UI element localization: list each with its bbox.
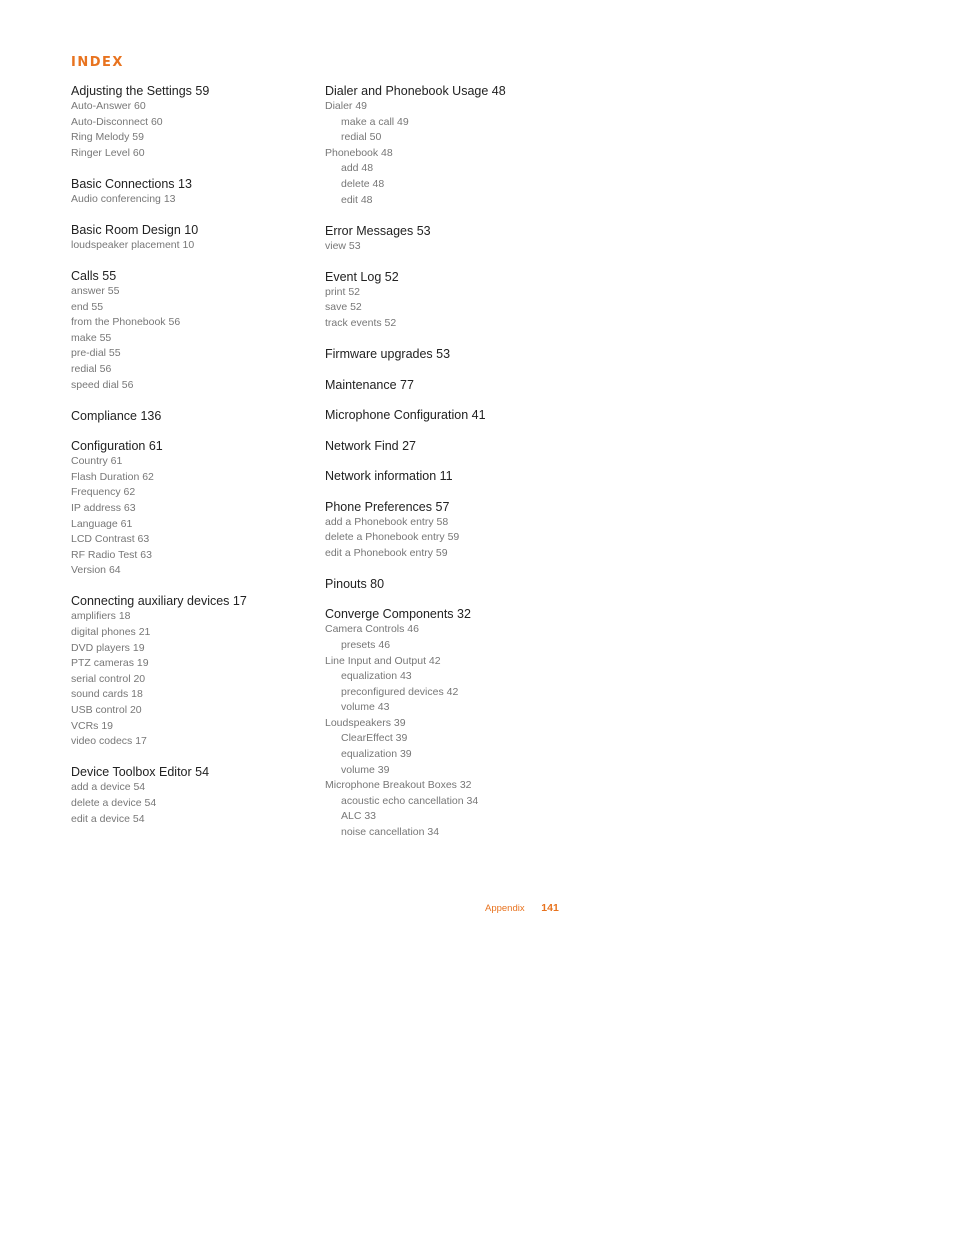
index-heading: Device Toolbox Editor 54 xyxy=(71,765,210,780)
index-heading: Calls 55 xyxy=(71,269,117,284)
index-subentry: ClearEffect 39 xyxy=(341,732,408,745)
index-subentry: DVD players 19 xyxy=(71,641,145,654)
index-subentry: Frequency 62 xyxy=(71,486,136,499)
index-subentry: add a device 54 xyxy=(71,781,146,794)
index-subentry: add a Phonebook entry 58 xyxy=(325,515,449,528)
index-heading: Connecting auxiliary devices 17 xyxy=(71,594,247,609)
footer-section-label: Appendix xyxy=(485,903,525,914)
index-entry xyxy=(325,269,585,332)
index-subentry: Ringer Level 60 xyxy=(71,146,145,159)
index-entry xyxy=(325,377,585,393)
index-subentry: from the Phonebook 56 xyxy=(71,316,181,329)
index-subentry: equalization 39 xyxy=(341,748,412,761)
index-column-right xyxy=(325,83,585,855)
index-subentry: redial 50 xyxy=(341,131,382,144)
index-entry xyxy=(71,222,311,254)
index-entry xyxy=(325,468,585,484)
index-subentry: edit a Phonebook entry 59 xyxy=(325,546,448,559)
index-entry xyxy=(325,407,585,423)
index-entry xyxy=(71,593,311,749)
index-subentry: pre-dial 55 xyxy=(71,347,121,360)
index-subentry: add 48 xyxy=(341,162,374,175)
index-column-left xyxy=(71,83,311,842)
index-entry xyxy=(325,499,585,562)
index-subentry: loudspeaker placement 10 xyxy=(71,238,195,251)
index-subentry: Auto-Disconnect 60 xyxy=(71,115,163,128)
index-subentry: track events 52 xyxy=(325,316,397,329)
index-subentry: save 52 xyxy=(325,301,362,314)
index-entry xyxy=(325,223,585,255)
index-subentry: digital phones 21 xyxy=(71,626,151,639)
index-subentry: delete a Phonebook entry 59 xyxy=(325,531,460,544)
index-entry xyxy=(325,576,585,592)
page-footer xyxy=(485,902,559,914)
index-subentry: Microphone Breakout Boxes 32 xyxy=(325,779,472,792)
index-subentry: Audio conferencing 13 xyxy=(71,192,176,205)
index-subentry: make a call 49 xyxy=(341,115,409,128)
index-heading: Network Find 27 xyxy=(325,438,417,453)
index-heading: Configuration 61 xyxy=(71,439,163,454)
index-subentry: VCRs 19 xyxy=(71,719,114,732)
index-entry xyxy=(71,83,311,161)
index-subentry: noise cancellation 34 xyxy=(341,826,440,839)
index-subentry: redial 56 xyxy=(71,363,112,376)
index-subentry: acoustic echo cancellation 34 xyxy=(341,794,479,807)
index-subentry: answer 55 xyxy=(71,285,120,298)
index-entry xyxy=(71,438,311,579)
index-subentry: serial control 20 xyxy=(71,672,146,685)
index-heading: Event Log 52 xyxy=(325,269,399,284)
index-subentry: make 55 xyxy=(71,331,112,344)
index-heading: Basic Connections 13 xyxy=(71,176,192,191)
index-entry xyxy=(71,176,311,208)
index-heading: Compliance 136 xyxy=(71,408,162,423)
index-heading: Converge Components 32 xyxy=(325,607,471,622)
index-subentry: edit a device 54 xyxy=(71,812,145,825)
index-subentry: Language 61 xyxy=(71,517,133,530)
index-subentry: Phonebook 48 xyxy=(325,146,393,159)
index-heading: Error Messages 53 xyxy=(325,223,431,238)
index-subentry: RF Radio Test 63 xyxy=(71,548,152,561)
index-heading: Adjusting the Settings 59 xyxy=(71,84,210,98)
index-subentry: Country 61 xyxy=(71,455,123,468)
index-heading: Maintenance 77 xyxy=(325,377,414,392)
index-subentry: Camera Controls 46 xyxy=(325,623,419,636)
index-subentry: presets 46 xyxy=(341,638,391,651)
index-entry xyxy=(71,408,311,424)
index-subentry: Line Input and Output 42 xyxy=(325,654,441,667)
index-subentry: ALC 33 xyxy=(341,810,377,823)
index-subentry: edit 48 xyxy=(341,193,373,206)
index-subentry: volume 39 xyxy=(341,763,390,776)
index-subentry: USB control 20 xyxy=(71,704,142,717)
index-entry xyxy=(325,346,585,362)
index-subentry: Dialer 49 xyxy=(325,100,368,112)
index-heading: Phone Preferences 57 xyxy=(325,499,450,514)
index-heading: Network information 11 xyxy=(325,469,453,484)
index-subentry: view 53 xyxy=(325,239,361,252)
index-subentry: delete a device 54 xyxy=(71,796,157,809)
index-entry xyxy=(325,438,585,454)
index-subentry: Ring Melody 59 xyxy=(71,131,144,144)
index-subentry: Auto-Answer 60 xyxy=(71,100,146,112)
index-subentry: IP address 63 xyxy=(71,502,136,514)
index-heading: Microphone Configuration 41 xyxy=(325,408,486,423)
index-subentry: Version 64 xyxy=(71,564,121,577)
index-subentry: equalization 43 xyxy=(341,670,412,683)
index-heading: Firmware upgrades 53 xyxy=(325,347,451,362)
index-heading: Dialer and Phonebook Usage 48 xyxy=(325,84,506,98)
index-subentry: amplifiers 18 xyxy=(71,610,131,623)
index-subentry: LCD Contrast 63 xyxy=(71,533,150,546)
page-number: 141 xyxy=(541,902,559,914)
index-subentry: end 55 xyxy=(71,300,104,313)
index-heading: Pinouts 80 xyxy=(325,576,385,591)
index-entry xyxy=(71,764,311,827)
index-subentry: speed dial 56 xyxy=(71,378,134,391)
index-subentry: Loudspeakers 39 xyxy=(325,716,406,729)
index-entry xyxy=(325,606,585,840)
index-subentry: volume 43 xyxy=(341,701,390,714)
index-subentry: PTZ cameras 19 xyxy=(71,657,149,670)
index-entry xyxy=(71,268,311,393)
index-entry xyxy=(325,83,585,208)
index-subentry: Flash Duration 62 xyxy=(71,470,154,483)
index-subentry: video codecs 17 xyxy=(71,735,147,748)
index-heading: Basic Room Design 10 xyxy=(71,222,199,237)
index-subentry: delete 48 xyxy=(341,177,385,190)
index-title: INDEX xyxy=(71,55,124,70)
index-subentry: preconfigured devices 42 xyxy=(341,685,459,698)
index-subentry: sound cards 18 xyxy=(71,688,143,701)
index-subentry: print 52 xyxy=(325,285,361,298)
